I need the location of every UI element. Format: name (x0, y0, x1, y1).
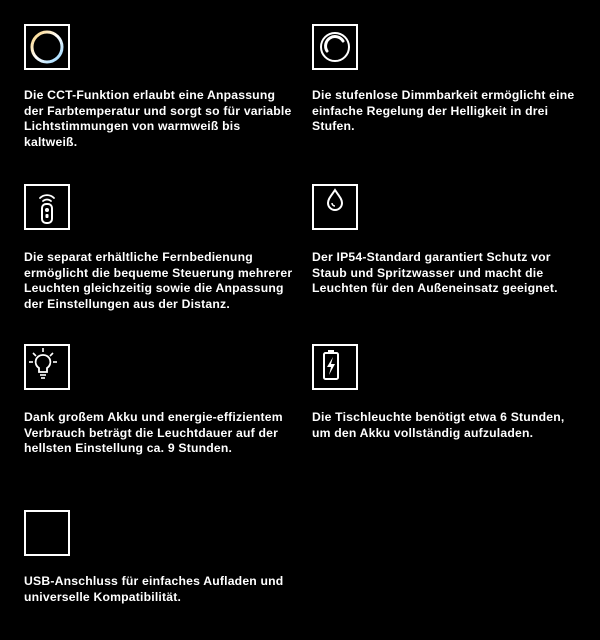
feature-charging-time-text: Die Tischleuchte benötigt etwa 6 Stunden, um den Akku vollständig aufzuladen. (312, 410, 565, 440)
feature-battery-runtime (24, 344, 70, 390)
ip54-water-drop-icon (312, 184, 358, 230)
ip54-icon-label: IP54 (324, 215, 346, 226)
feature-cct-text: Die CCT-Funktion erlaubt eine Anpassung der Farbtemperatur und sorgt so für variable Lichtstimmungen von warmweiß bis kaltweiß. (24, 88, 292, 149)
bulb-9h-icon (24, 344, 70, 390)
feature-remote (24, 184, 70, 230)
usb-icon-label: USB (31, 525, 63, 542)
remote-control-icon (24, 184, 70, 230)
feature-cct (24, 24, 70, 70)
battery-icon-label: 6h (341, 377, 353, 388)
cct-icon-label: CCT (36, 43, 58, 54)
battery-6h-icon (312, 344, 358, 390)
feature-usb (24, 510, 70, 556)
feature-dimmer-text: Die stufenlose Dimmbarkeit ermöglicht eine einfache Regelung der Helligkeit in drei Stufen. (312, 88, 575, 133)
feature-dimmer (312, 24, 358, 70)
feature-remote-text: Die separat erhältliche Fernbedienung ermöglicht die bequeme Steuerung mehrerer Leuchten gleichzeitig sowie die Anpassung der Einstellungen aus der Distanz. (24, 250, 293, 311)
usb-icon (24, 510, 70, 556)
feature-battery-runtime-text: Dank großem Akku und energie-effizientem Verbrauch beträgt die Leuchtdauer auf der hellsten Einstellung ca. 9 Stunden. (24, 410, 283, 455)
feature-ip54 (312, 184, 358, 230)
dimmer-icon (312, 24, 358, 70)
feature-usb-text: USB-Anschluss für einfaches Aufladen und universelle Kompatibilität. (24, 574, 284, 604)
bulb-icon-label: 9h (52, 377, 64, 388)
cct-icon (24, 24, 70, 70)
feature-ip54-text: Der IP54-Standard garantiert Schutz vor Staub und Spritzwasser und macht die Leuchten für den Außeneinsatz geeignet. (312, 250, 558, 295)
feature-charging-time (312, 344, 358, 390)
